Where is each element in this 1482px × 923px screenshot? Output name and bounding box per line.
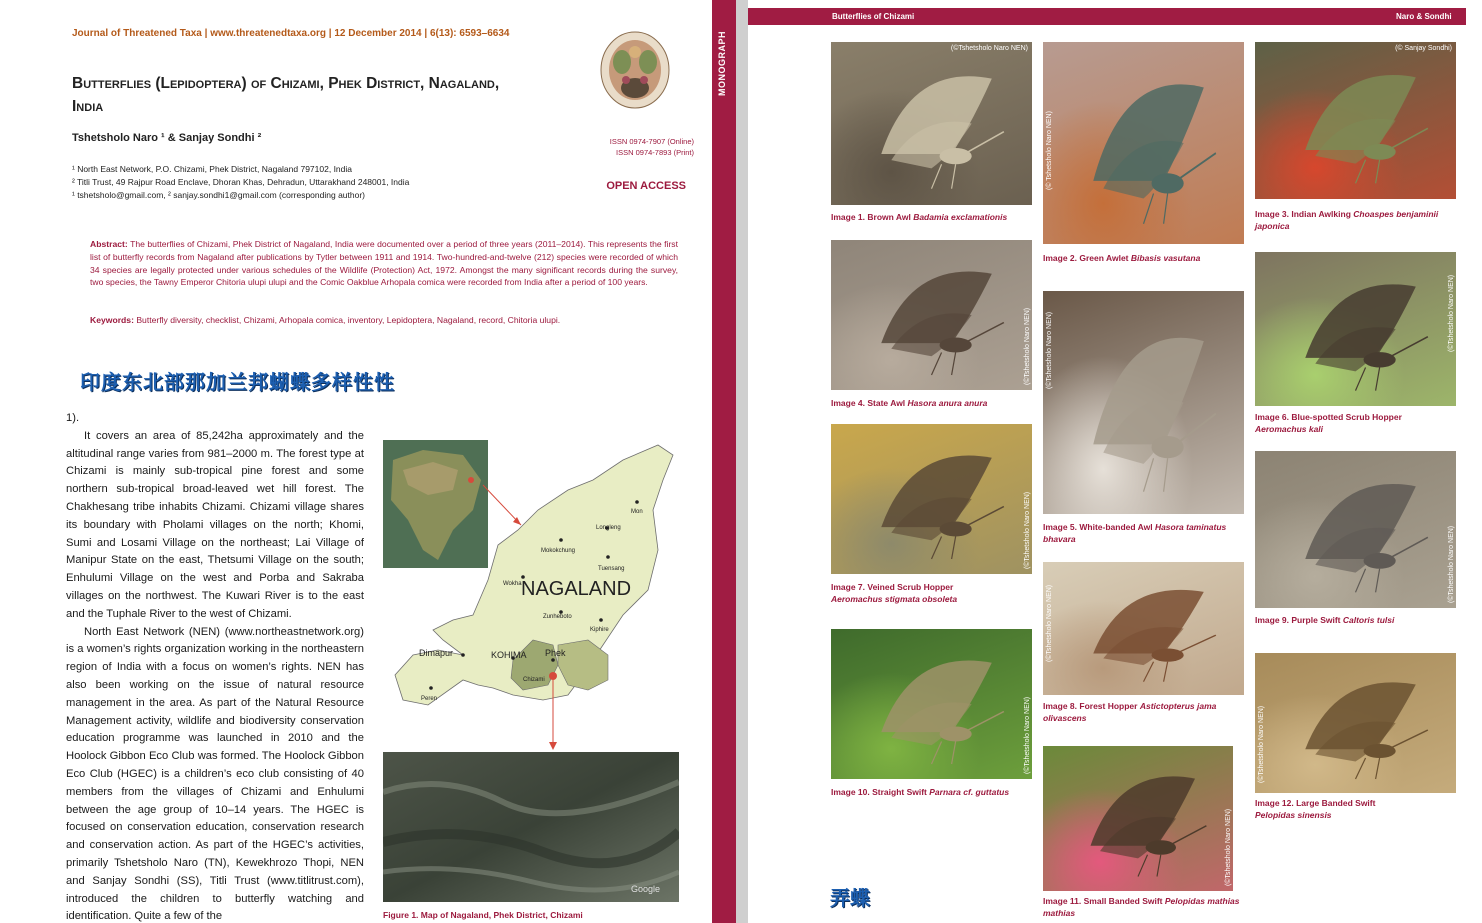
- map-place: Longleng: [596, 525, 621, 531]
- body-paragraph-1: It covers an area of 85,242ha approximately and the altitudinal range varies from 981–2000 m. The forest type at Chizami is mainly sub-tropical pine forest and some northern sub-tropical broad-leaved wet hill forest. The Chakhesang tribe inhabits Chizami. Chizami village shares its boundary with Pholami villages on the north; Khomi, Sumi and Losami Village on the northeast; Lai Village of Manipur State on the east, Thetsumi Village on the south; Enhulumi Village on the west and Porba and Sakraba villages on the northwest. The Kuwari River is to the east and the Tuphale River to the west of Chizami.: [66, 429, 364, 620]
- butterfly-photo-10: [831, 629, 1032, 779]
- butterfly-photo-3: [1255, 42, 1456, 199]
- map-place: Tuensang: [598, 566, 625, 572]
- issn-print: ISSN 0974-7893 (Print): [616, 148, 694, 157]
- journal-line: Journal of Threatened Taxa | www.threatenedtaxa.org | 12 December 2014 | 6(13): 6593–6634: [72, 28, 510, 39]
- body-text: [66, 410, 364, 923]
- keywords-text: Butterfly diversity, checklist, Chizami, Arhopala comica, inventory, Lepidoptera, Nagaland, record, Chitoria ulupi.: [136, 315, 561, 325]
- monograph-sidebar: [712, 0, 736, 923]
- google-watermark: Google: [631, 884, 661, 894]
- photo-credit: (©Tshetsholo Naro NEN): [950, 45, 1028, 52]
- abstract: [90, 238, 678, 289]
- image-10-caption: Image 10. Straight Swift Parnara cf. guttatus: [831, 787, 1010, 797]
- affiliation-1: ¹ North East Network, P.O. Chizami, Phek District, Nagaland 797102, India: [72, 164, 352, 174]
- butterfly-silhouette-icon: [831, 629, 1032, 779]
- image-8-caption: Image 8. Forest Hopper Astictopterus jama olivascens: [1043, 701, 1217, 723]
- butterfly-photo-7: [831, 424, 1032, 574]
- butterfly-photo-11: [1043, 746, 1233, 891]
- abstract-label: Abstract:: [90, 239, 128, 249]
- photo-credit: (©Tshetsholo Naro NEN): [1258, 705, 1265, 783]
- photo-credit: (©Tshetsholo Naro NEN): [1448, 274, 1455, 352]
- authors: Tshetsholo Naro ¹ & Sanjay Sondhi ²: [72, 132, 262, 144]
- map-place: Mokokchung: [541, 548, 576, 554]
- butterfly-silhouette-icon: [1255, 42, 1456, 199]
- photo-credit: (©Tshetsholo Naro NEN): [1046, 584, 1053, 662]
- map-place: Zunheboto: [543, 614, 572, 620]
- butterfly-photo-6: [1255, 252, 1456, 406]
- image-12-caption: Image 12. Large Banded Swift Pelopidas sinensis: [1255, 798, 1376, 820]
- butterfly-photo-1: [831, 42, 1032, 205]
- keywords: [90, 315, 678, 325]
- map-place: Dimapur: [419, 648, 454, 658]
- sidebar-label: MONOGRAPH: [717, 31, 727, 96]
- butterfly-silhouette-icon: [1255, 252, 1456, 406]
- photo-credit: (©Tshetsholo Naro NEN): [1024, 307, 1031, 385]
- journal-logo-icon: [600, 30, 670, 120]
- figure-1-caption: Figure 1. Map of Nagaland, Phek District, Chizami: [383, 910, 583, 920]
- butterfly-photo-4: [831, 240, 1032, 390]
- butterfly-silhouette-icon: [831, 240, 1032, 390]
- photo-credit: (© Sanjay Sondhi): [1395, 45, 1452, 52]
- butterfly-photo-12: [1255, 653, 1456, 793]
- butterfly-photo-2: [1043, 42, 1244, 244]
- body-fragment: 1).: [66, 412, 80, 424]
- butterfly-photo-5: [1043, 291, 1244, 514]
- abstract-text: The butterflies of Chizami, Phek District of Nagaland, India were documented over a period of three years (2011–2014). This represents the first list of butterfly records from Nagaland after publications by Tytler between 1911 and 1914. Two-hundred-and-twelve (212) species were recorded of which 34 species are legally protected under various schedules of the Wildlife (Protection) Act, 1972. Amongst the many significant records during the survey, two species, the Tawny Emperor Chitoria ulupi ulupi and the Comic Oakblue Arhopala comica were recorded from India after a period of 100 years.: [90, 239, 678, 288]
- photo-credit: (©Tshetsholo Naro NEN): [1024, 491, 1031, 569]
- butterfly-photo-8: [1043, 562, 1244, 695]
- image-2-caption: Image 2. Green Awlet Bibasis vasutana: [1043, 253, 1201, 263]
- image-6-caption: Image 6. Blue-spotted Scrub Hopper Aeromachus kali: [1255, 412, 1402, 434]
- chinese-overlay-right: 弄蝶: [830, 886, 870, 910]
- map-place: Kiphire: [590, 627, 609, 633]
- photo-credit: (©Tshetsholo Naro NEN): [1046, 311, 1053, 389]
- image-11-caption: Image 11. Small Banded Swift Pelopidas mathias mathias: [1043, 896, 1240, 918]
- image-4-caption: Image 4. State Awl Hasora anura anura: [831, 398, 988, 408]
- image-7-caption: Image 7. Veined Scrub Hopper Aeromachus stigmata obsoleta: [831, 582, 958, 604]
- header-right: Naro & Sondhi: [1396, 12, 1452, 21]
- map-place: Wokha: [503, 581, 522, 587]
- image-3-caption: Image 3. Indian Awlking Choaspes benjaminii japonica: [1255, 209, 1439, 231]
- map-place: Phek: [545, 648, 566, 658]
- affiliation-emails: ¹ tshetsholo@gmail.com, ² sanjay.sondhi1@gmail.com (corresponding author): [72, 190, 366, 200]
- nagaland-map: [383, 440, 679, 750]
- running-header: [748, 8, 1466, 25]
- header-left: Butterflies of Chizami: [832, 12, 915, 21]
- image-5-caption: Image 5. White-banded Awl Hasora taminatus bhavara: [1043, 522, 1227, 544]
- image-1-caption: Image 1. Brown Awl Badamia exclamationis: [831, 212, 1008, 222]
- butterfly-silhouette-icon: [1255, 451, 1456, 608]
- photo-credit: (© Tshetsholo Naro NEN): [1046, 111, 1053, 190]
- chinese-title-overlay: 印度东北部那加兰邦蝴蝶多样性性: [80, 370, 395, 394]
- body-paragraph-2: North East Network (NEN) (www.northeastnetwork.org) is a women’s rights organization working in the northeastern region of India with a focus on women’s rights. NEN has also been working on the issue of natural resource management in the area. As part of the Natural Resource Management activity, wildlife and biodiversity conservation education programme was launched in 2010 and the Hoolock Gibbon Eco Club was formed. The Hoolock Gibbon Eco Club (HGEC) is a children’s eco club consisting of 40 members from the villages of Chizami and Enhulumi between the age group of 10–14 years. The HGEC is focused on conservation education, conservation research and conservation action. As part of the HGEC’s activities, primarily Tshetsholo Naro (TN), Kewekhrozo Thopi, NEN and Sanjay Sondhi (SS), Titli Trust (www.titlitrust.com), introduced the children to butterfly watching and identification. Quite a few of the: [66, 625, 364, 923]
- map-place: KOHIMA: [491, 650, 527, 660]
- right-page: [748, 0, 1482, 923]
- map-place: Peren: [421, 696, 438, 702]
- left-page: [0, 0, 712, 923]
- photo-credit: (©Tshetsholo Naro NEN): [1024, 696, 1031, 774]
- butterfly-silhouette-icon: [1043, 42, 1244, 244]
- satellite-map: [383, 752, 679, 902]
- photo-credit: (©Tshetsholo Naro NEN): [1448, 525, 1455, 603]
- butterfly-silhouette-icon: [831, 42, 1032, 205]
- butterfly-silhouette-icon: [1043, 746, 1233, 891]
- photo-credit: (©Tshetsholo Naro NEN): [1225, 808, 1232, 886]
- open-access-label: OPEN ACCESS: [606, 180, 686, 192]
- butterfly-silhouette-icon: [1043, 562, 1244, 695]
- image-9-caption: Image 9. Purple Swift Caltoris tulsi: [1255, 615, 1395, 625]
- map-place: Mon: [631, 509, 643, 515]
- issn-online: ISSN 0974-7907 (Online): [609, 137, 694, 146]
- butterfly-silhouette-icon: [831, 424, 1032, 574]
- butterfly-photo-9: [1255, 451, 1456, 608]
- keywords-label: Keywords:: [90, 315, 134, 325]
- paper-title: Butterflies (Lepidoptera) of Chizami, Phek District, Nagaland, India: [72, 75, 500, 115]
- map-place: Chizami: [523, 677, 545, 683]
- page-gutter: [736, 0, 748, 923]
- butterfly-silhouette-icon: [1043, 291, 1244, 514]
- butterfly-silhouette-icon: [1255, 653, 1456, 793]
- affiliation-2: ² Titli Trust, 49 Rajpur Road Enclave, Dhoran Khas, Dehradun, Uttarakhand 248001, India: [72, 177, 410, 187]
- map-label-state: NAGALAND: [521, 578, 632, 600]
